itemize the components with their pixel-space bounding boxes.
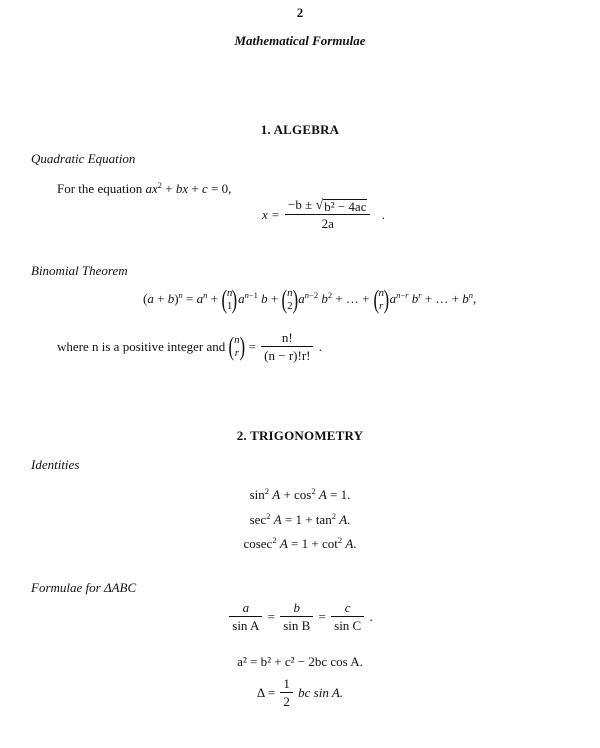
quadratic-intro: For the equation $ax^2$ + bx + c = 0, xyxy=(57,180,232,196)
binomial-expansion: $(a + b)^n = a^n$ + ( n 1 ) $a^{n-1}$ b + ( n 2 ) $a^{n-2}$ $b^2$ + … + ( n r ) $a^{n-r}$ $b^r$ + … + $b^n$, xyxy=(143,285,477,314)
binomial-where-text: where n is a positive integer and xyxy=(57,339,226,354)
sine-rule-fraction-a xyxy=(229,601,262,633)
sine-rule-sinA: sin A xyxy=(232,618,260,633)
triangle-area-formula xyxy=(0,677,600,709)
binomial-end: . xyxy=(318,339,322,354)
binomial-coefficient-2: ( n 2 ) xyxy=(281,285,298,314)
subheading-identities: Identities xyxy=(31,457,80,472)
page-number: 2 xyxy=(296,5,304,20)
quadratic-intro-eq: = 0, xyxy=(211,181,232,196)
document-title: Mathematical Formulae xyxy=(234,33,366,48)
area-half-fraction xyxy=(280,677,293,709)
sine-rule-sinC: sin C xyxy=(334,618,362,633)
sine-rule-fraction-b xyxy=(280,601,313,633)
quadratic-denominator: 2a xyxy=(321,216,334,231)
sine-rule-b: b xyxy=(293,600,300,615)
binomial-coefficient-r: ( n r ) xyxy=(373,285,390,314)
area-lhs: Δ = xyxy=(256,685,276,700)
factorial-denominator: (n − r)!r! xyxy=(264,348,311,363)
sqrt-symbol: √ b² − 4ac xyxy=(315,198,367,214)
subheading-quadratic-equation: Quadratic Equation xyxy=(31,151,136,166)
identity-cosec-cot: cosec$^2$ $A = 1 + \cot^2 A$. xyxy=(243,535,357,551)
quadratic-fraction xyxy=(285,198,370,231)
area-rhs: bc sin A. xyxy=(298,685,344,700)
quadratic-radicand: b² − 4ac xyxy=(324,199,367,214)
subheading-binomial-theorem: Binomial Theorem xyxy=(31,263,128,278)
identity-sec-tan: $\sec^2 A = 1 + \tan^2 A$. xyxy=(249,511,351,527)
section-heading-algebra: 1. ALGEBRA xyxy=(260,122,340,137)
subheading-formulae-abc: Formulae for ΔABC xyxy=(31,580,137,595)
sine-rule-fraction-c xyxy=(331,601,364,633)
quadratic-formula xyxy=(262,198,385,231)
quadratic-lhs: x = xyxy=(262,206,280,222)
factorial-numerator: n! xyxy=(261,331,313,347)
binomial-coefficient-nr: ( n r ) xyxy=(229,332,245,361)
quadratic-end: . xyxy=(381,206,385,222)
quadratic-intro-text: For the equation xyxy=(57,181,146,196)
quadratic-numerator xyxy=(285,198,370,215)
identity-sin-cos: $\sin^2 A + \cos^2 A = 1$. xyxy=(249,486,351,502)
binomial-factorial-fraction xyxy=(261,331,313,363)
sine-rule-a: a xyxy=(242,600,250,615)
area-half-num: 1 xyxy=(280,677,293,693)
binomial-coefficient-1: ( n 1 ) xyxy=(221,285,238,314)
cosine-rule: a² = b² + c² − 2bc cos A. xyxy=(237,654,363,669)
area-half-den: 2 xyxy=(283,694,290,709)
quadratic-num-prefix: −b ± xyxy=(288,197,316,212)
sine-rule: $\frac{a}{\text{sin A}}$ = $\frac{b}{\text{sin B}}$ = $\frac{c}{\text{sin C}}$ . xyxy=(0,601,600,633)
section-heading-trigonometry: 2. TRIGONOMETRY xyxy=(236,428,364,443)
sine-rule-sinB: sin B xyxy=(283,618,311,633)
binomial-where-line: where n is a positive integer and ( n r ) = $\frac{n!}{(n - r)!r!}$ . xyxy=(57,330,322,363)
sine-rule-c: c xyxy=(344,600,351,615)
